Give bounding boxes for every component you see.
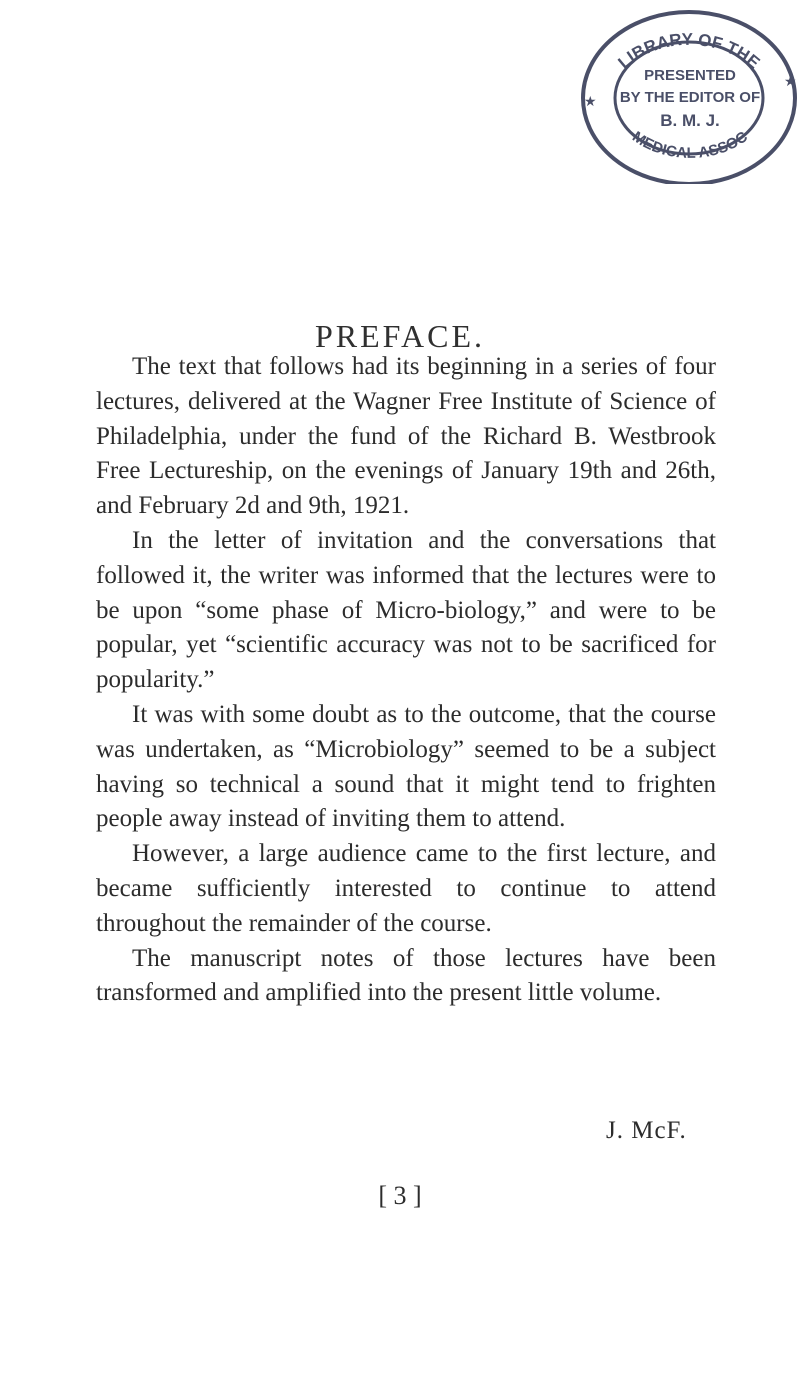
stamp-seal-graphic [578,6,800,184]
paragraph: However, a large audience came to the first lecture, and became sufficiently interested to continue to attend throughout the remainder of the course. [96,840,716,937]
preface-body [96,350,716,1011]
stamp-ring-top-text: LIBRARY OF THE [614,29,764,73]
paragraph: In the letter of invitation and the conversations that followed it, the writer was informed that the lectures were to be upon “some phase of Micro-biology,” and were to be popular, yet “scientific accuracy was not to be sacrificed for popularity.” [96,526,716,694]
paragraph: It was with some doubt as to the outcome, that the course was undertaken, as “Microbiology” seemed to be a subject having so technical a sound that it might tend to frighten people away instead of inviting them to attend. [96,700,716,833]
stamp-ring-bottom-text: MEDICAL ASSOC [629,128,751,162]
star-icon: ★ [584,94,597,110]
paragraph: The text that follows had its beginning in a series of four lectures, delivered at the Wagner Free Institute of Science of Philadelphia, under the fund of the Richard B. Westbrook Free Lectureship, on the evenings of January 19th and 26th, and February 2d and 9th, 1921. [96,353,716,520]
stamp-bmj-text: B. M. J. [660,111,720,130]
stamp-editor-text: BY THE EDITOR OF [619,89,761,106]
svg-text:MEDICAL ASSOC [629,128,751,162]
star-icon: ★ [784,74,797,90]
library-stamp [578,6,800,184]
author-signature: J. McF. [606,1117,687,1144]
page-number: [ 3 ] [378,1181,422,1210]
page-title: PREFACE. [314,318,486,354]
stamp-presented-text: PRESENTED [644,67,736,84]
paragraph: The manuscript notes of those lectures have been transformed and amplified into the present little volume. [96,944,716,1007]
